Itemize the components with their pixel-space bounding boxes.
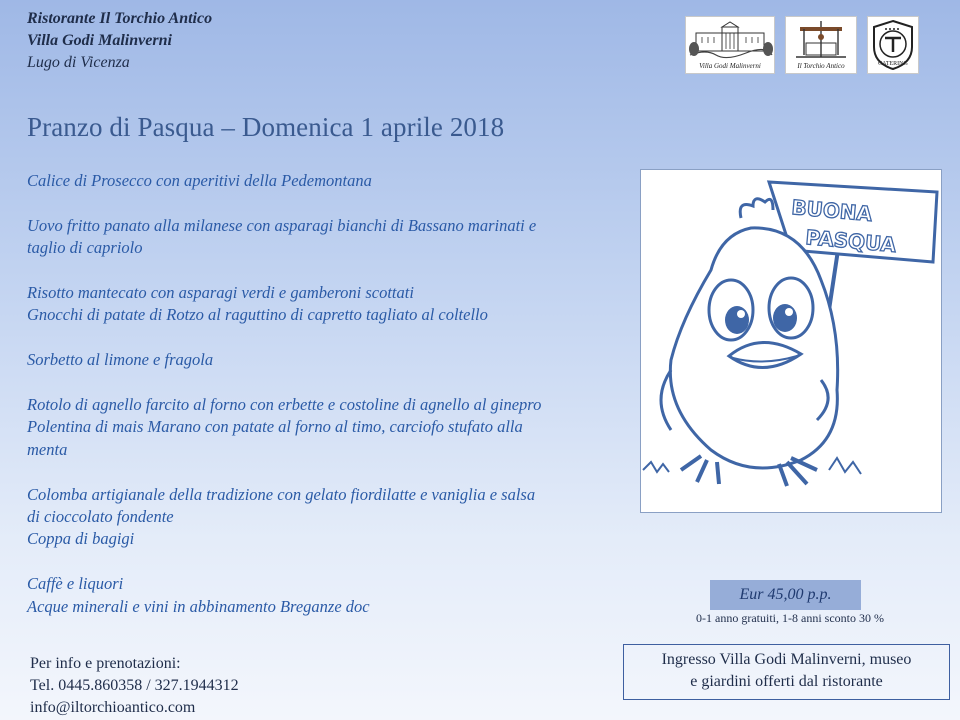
menu-line: Uovo fritto panato alla milanese con asparagi bianchi di Bassano marinati e	[27, 215, 537, 235]
menu-course	[27, 394, 617, 461]
logos	[685, 16, 919, 74]
menu-line: Polentina di mais Marano con patate al forno al timo, carciofo stufato alla	[27, 417, 523, 437]
sign-text-pasqua: PASQUA	[804, 225, 898, 257]
menu-line: Colomba artigianale della tradizione con gelato fiordilatte e vaniglia e salsa	[27, 484, 536, 504]
villa-name: Villa Godi Malinverni	[27, 32, 172, 49]
contact-heading: Per info e prenotazioni:	[30, 655, 181, 672]
price-note: 0-1 anno gratuiti, 1-8 anni sconto 30 %	[696, 611, 884, 625]
villa-logo	[685, 16, 775, 74]
catering-logo-caption: CATERING	[878, 61, 908, 67]
menu-line: Risotto mantecato con asparagi verdi e gamberoni scottati	[27, 283, 414, 302]
menu-line: Gnocchi di patate di Rotzo al raguttino di capretto tagliato al coltello	[27, 305, 488, 325]
torchio-logo	[785, 16, 857, 74]
menu-course	[27, 349, 617, 371]
villa-entry-line2: e giardini offerti dal ristorante	[690, 673, 883, 690]
menu-line: di cioccolato fondente	[27, 507, 174, 527]
torchio-logo-caption: Il Torchio Antico	[797, 62, 845, 70]
easter-picture	[640, 169, 942, 513]
catering-logo	[867, 16, 919, 74]
menu-line: Calice di Prosecco con aperitivi della Pedemontana	[27, 171, 372, 190]
page-title: Pranzo di Pasqua – Domenica 1 aprile 2018	[27, 112, 505, 142]
sign-text-buona: BUONA	[790, 195, 874, 227]
menu-course	[27, 170, 617, 192]
menu-line: menta	[27, 439, 68, 459]
villa-logo-caption: Villa Godi Malinverni	[699, 62, 761, 70]
price-badge: Eur 45,00 p.p.	[710, 580, 861, 610]
menu-line: taglio di capriolo	[27, 238, 143, 258]
menu-course	[27, 484, 617, 551]
menu-course	[27, 573, 617, 618]
villa-logo-icon	[686, 19, 774, 63]
menu-line: Caffè e liquori	[27, 574, 124, 594]
menu-line: Coppa di bagigi	[27, 529, 135, 549]
easter-chick-illustration-icon	[641, 170, 941, 512]
wine-press-logo-icon	[786, 19, 856, 63]
restaurant-name: Ristorante Il Torchio Antico	[27, 10, 213, 27]
location: Lugo di Vicenza	[27, 54, 130, 71]
menu-line: Acque minerali e vini in abbinamento Breganze doc	[27, 596, 370, 616]
contact-info	[30, 653, 239, 719]
menu-line: Rotolo di agnello farcito al forno con erbette e costoline di agnello al ginepro	[27, 395, 542, 414]
menu-list	[27, 170, 617, 640]
menu-line: Sorbetto al limone e fragola	[27, 350, 214, 370]
contact-email: info@iltorchioantico.com	[30, 699, 196, 716]
menu-course	[27, 215, 617, 260]
restaurant-header	[27, 8, 212, 74]
villa-entry-note	[623, 644, 950, 700]
menu-course	[27, 282, 617, 327]
villa-entry-line1: Ingresso Villa Godi Malinverni, museo	[661, 651, 912, 668]
contact-phone: Tel. 0445.860358 / 327.1944312	[30, 677, 239, 694]
